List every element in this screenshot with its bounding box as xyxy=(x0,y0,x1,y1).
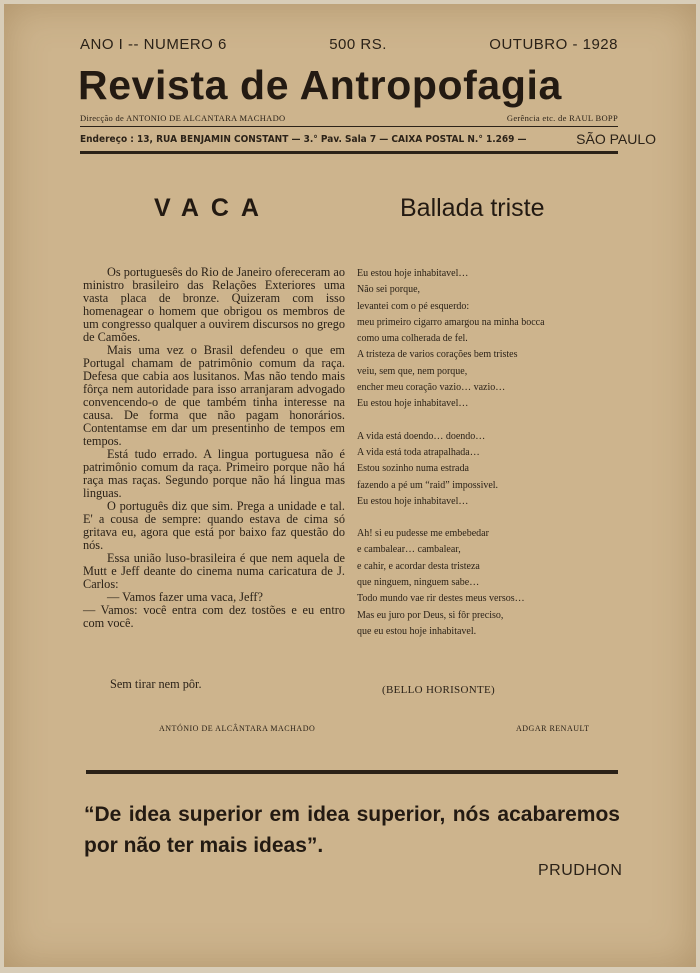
article-paragraph: Os portuguesês do Rio de Janeiro ofereceram ao ministro brasileiro das Relações Exteriores uma vasta placa de bronze. Quizeram com isso homenagear o homem que obrigou os membros de um congresso qualquer a ouvirem discursos no grego de Camões. xyxy=(83,265,345,344)
poem-line: Todo mundo vae rir destes meus versos… xyxy=(357,593,525,605)
poem-body xyxy=(357,266,627,656)
poem-line: Ah! si eu pudesse me embebedar xyxy=(357,528,489,540)
management-credit: Gerência etc. de RAUL BOPP xyxy=(506,113,618,123)
poem-line: e cahir, e acordar desta tristeza xyxy=(357,560,480,572)
poem-line: encher meu coração vazio… vazio… xyxy=(357,382,506,394)
poem-line: Não sei porque, xyxy=(357,284,421,296)
issue-price: 500 RS. xyxy=(329,36,387,53)
article-paragraph: — Vamos: você entra com dez tostões e eu entro com você. xyxy=(83,603,345,630)
poem-line: fazendo a pé um “raid” impossivel. xyxy=(357,479,499,491)
right-article-title: Ballada triste xyxy=(400,194,545,222)
quote-author: PRUDHON xyxy=(538,862,623,879)
article-paragraph: Essa união luso-brasileira é que nem aquela de Mutt e Jeff deante do cinema numa caricatura de J. Carlos: xyxy=(83,551,345,591)
left-article-body xyxy=(83,266,345,630)
left-article-signoff: Sem tirar nem pôr. xyxy=(110,677,202,691)
poem-place: (BELLO HORISONTE) xyxy=(382,684,495,696)
poem-line: Eu estou hoje inhabitavel… xyxy=(357,398,469,410)
issue-number: ANO I -- NUMERO 6 xyxy=(80,36,227,53)
poem-line: Eu estou hoje inhabitavel… xyxy=(357,495,469,507)
poem-stanza xyxy=(357,526,627,640)
left-article-title: VACA xyxy=(154,194,271,222)
poem-line: A tristeza de varios corações bem tristes xyxy=(357,349,518,361)
poem-line: meu primeiro cigarro amargou na minha bocca xyxy=(357,316,545,328)
article-paragraph: — Vamos fazer uma vaca, Jeff? xyxy=(107,590,263,604)
issue-line xyxy=(80,36,618,53)
issue-date: OUTUBRO - 1928 xyxy=(489,36,618,53)
article-paragraph: Mais uma vez o Brasil defendeu o que em Portugal chamam de patrimônio comum da raça. Defesa que cabia aos lusitanos. Mas não tendo mais fôrça nem autoridade para isso arranjaram advogado convencendo-o de que também tinha interesse na causa. De forma que não pagam honorários. Contentamse em dar um presentinho de tempos em tempos. xyxy=(83,343,345,448)
street-address: Endereço : 13, RUA BENJAMIN CONSTANT — 3.° Pav. Sala 7 — CAIXA POSTAL N.° 1.269 — xyxy=(80,133,527,145)
newspaper-page xyxy=(4,4,696,967)
poem-stanza xyxy=(357,266,627,413)
poem-line: veiu, sem que, nem porque, xyxy=(357,365,468,377)
credits-line xyxy=(80,113,618,123)
poem-stanza xyxy=(357,429,627,510)
poem-line: Eu estou hoje inhabitavel… xyxy=(357,268,469,279)
poem-line: que ninguem, ninguem sabe… xyxy=(357,577,480,589)
address-bar xyxy=(80,126,657,154)
left-article-author: ANTÓNIO DE ALCÂNTARA MACHADO xyxy=(159,724,316,733)
poem-line: levantei com o pé esquerdo: xyxy=(357,300,470,312)
article-paragraph: O português diz que sim. Prega a unidade e tal. E' a cousa de sempre: quando estava de cima só gritava eu, agora que está por baixo faz questão do nós. xyxy=(83,499,345,552)
poem-line: Mas eu juro por Deus, si fôr preciso, xyxy=(357,609,504,621)
poem-line: como uma colherada de fel. xyxy=(357,333,468,345)
city-name: SÃO PAULO xyxy=(576,131,657,147)
poem-line: que eu estou hoje inhabitavel. xyxy=(357,625,477,637)
article-paragraph: Está tudo errado. A lingua portuguesa não é patrimônio comum da raça. Primeiro porque não há raça mas raças. Segundo porque não há lingua mas linguas. xyxy=(83,447,345,500)
section-divider xyxy=(86,770,618,774)
masthead-title: Revista de Antropofagia xyxy=(78,62,562,108)
closing-quote: “De idea superior em idea superior, nós acabaremos por não ter mais ideas”. xyxy=(84,803,620,857)
poem-line: e cambalear… cambalear, xyxy=(357,544,461,556)
poem-line: Estou sozinho numa estrada xyxy=(357,463,469,475)
direction-credit: Direcção de ANTONIO DE ALCANTARA MACHADO xyxy=(80,113,286,123)
poem-line: A vida está doendo… doendo… xyxy=(357,430,486,442)
right-article-author: ADGAR RENAULT xyxy=(516,724,590,733)
poem-line: A vida está toda atrapalhada… xyxy=(357,446,480,458)
